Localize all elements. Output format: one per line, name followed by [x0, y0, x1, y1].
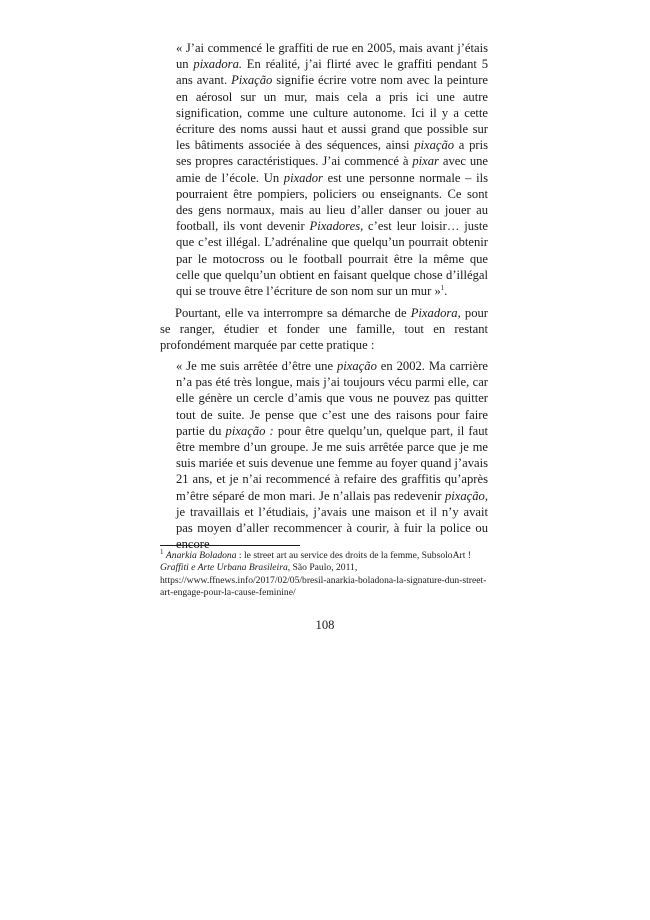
block-quote-1: [176, 40, 488, 299]
quote-text: , je travaillais et l’étudiais, j’avais une maison et il n’y avait pas moyen d’aller recommencer à courir, à fuir la police ou encore: [176, 488, 488, 552]
quote-text: .: [444, 284, 448, 299]
footnote-text: : le street art au service des droits de la femme, SubsoloArt !: [236, 550, 471, 561]
quote-italic: pixação: [337, 359, 377, 373]
quote-text: avec une amie de l’école. Un: [176, 154, 489, 185]
quote-italic: pixadora.: [193, 57, 243, 72]
paragraph-text: , pour se ranger, étudier et fonder une famille, tout en restant profondément marquée par cette pratique :: [160, 306, 488, 353]
block-quote-2: [176, 358, 488, 552]
quote-text: « Je me suis arrêtée d’être une: [176, 359, 337, 373]
quote-text: a pris ses propres caractéristiques. J’ai commencé à: [176, 138, 488, 169]
quote-italic: pixação: [414, 138, 455, 153]
paragraph-italic: Pixadora: [410, 306, 458, 320]
footnote: [160, 547, 488, 600]
quote-italic: pixar: [412, 154, 439, 169]
quote-text: « J’ai commencé le graffiti de rue en 2005, mais avant j’étais un: [176, 41, 488, 72]
quote-text: En réalité, j’ai flirté avec le graffiti pendant 5 ans avant.: [176, 57, 488, 88]
footnote-italic: Anarkia Boladona: [165, 550, 237, 561]
footnote-divider: [160, 545, 300, 546]
body-paragraph: [160, 305, 488, 354]
quote-text: c’est leur loisir… juste que c’est illégal. L’adrénaline que quelqu’un pourrait obtenir par le motocross ou le football pourrait être la même que celle que quelqu’un obtient en faisant quelque chose d’illégal qui se trouve être l’écriture de son nom sur un mur »: [176, 219, 488, 299]
footnote-reference[interactable]: 1: [440, 283, 445, 292]
footnote-text: , São Paulo, 2011, https://www.ffnews.info/2017/02/05/bresil-anarkia-boladona-la-signature-dun-street-art-engage-pour-la-cause-feminine/: [160, 562, 487, 599]
quote-italic: pixação: [444, 488, 485, 503]
paragraph-text: Pourtant, elle va interrompre sa démarche de: [175, 306, 411, 320]
quote-text: signifie écrire votre nom avec la peinture en aérosol sur un mur, mais cela a pris ici une autre signification, comme une culture autonome. Ici il y a cette écriture des noms aussi haut et aussi grand que possible sur les bâtiments associée à des séquences, ainsi: [176, 73, 488, 153]
quote-text: en 2002. Ma carrière n’a pas été très longue, mais j’ai toujours vécu parmi elle, car elle génère un cercle d’amis que vous ne pouvez pas quitter tout de suite. Je pense que c’est une des raisons pour faire partie du: [176, 359, 488, 438]
quote-italic: pixação :: [225, 423, 274, 438]
quote-italic: Pixação: [231, 73, 273, 88]
footnote-italic: Graffiti e Arte Urbana Brasileira: [160, 562, 288, 574]
quote-text: est une personne normale – ils pourraient être pompiers, policiers ou enseignants. Ce sont des gens normaux, mais au lieu d’aller danser ou jouer au football, ils vont devenir: [176, 170, 488, 234]
quote-italic: Pixadores,: [309, 219, 364, 234]
quote-italic: pixador: [283, 170, 323, 185]
page-number: 108: [315, 618, 335, 632]
footnote-number: 1: [160, 547, 164, 556]
quote-text: pour être quelqu’un, quelque part, il faut être membre d’un groupe. Je me suis arrêtée parce que je me suis mariée et suis devenue une femme au foyer quand j’avais 21 ans, et je n’ai recommencé à refaire des graffitis qu’après m’être séparé de mon mari. Je n’allais pas redevenir: [176, 423, 488, 503]
